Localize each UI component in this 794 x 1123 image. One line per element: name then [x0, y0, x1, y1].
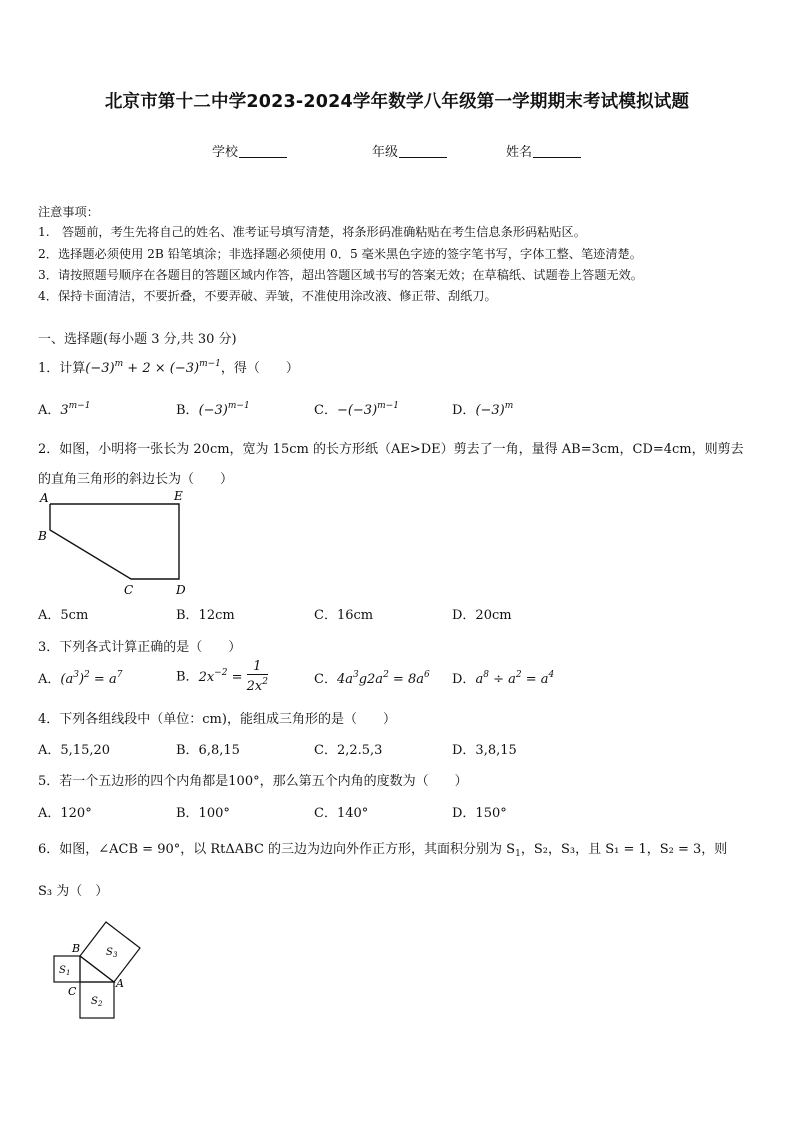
label-s3: S	[106, 947, 113, 958]
question-text: ，得（ ）	[220, 361, 299, 376]
question-4: 4．下列各组线段中（单位：cm)，能组成三角形的是（ ）	[38, 712, 396, 727]
grade-field[interactable]	[372, 141, 447, 160]
figure-squares	[44, 915, 154, 1025]
notice-item: 3．请按照题号顺序在各题目的答题区域内作答，超出答题区域书写的答案无效；在草稿纸、试题卷上答题无效。	[38, 268, 643, 282]
label-a: A	[116, 977, 124, 990]
label-s2-sub: 2	[98, 1000, 103, 1008]
fraction: $\frac{1}{2x^2}$	[246, 659, 268, 694]
label-b: B	[72, 942, 81, 955]
option-c[interactable]: C．2,2.5,3	[314, 743, 383, 758]
label-s1: S	[59, 965, 66, 976]
label-s3-sub: 3	[113, 951, 118, 959]
label-d: D	[176, 583, 186, 597]
label-s2: S	[91, 996, 98, 1007]
trapezoid-shape	[50, 504, 179, 579]
question-number: 1．	[38, 361, 60, 376]
option-d[interactable]: D．$(-3)^m$	[452, 401, 514, 418]
question-text: 计算	[59, 361, 86, 376]
option-c[interactable]: C．$-(-3)^{m-1}$	[314, 401, 399, 418]
notice-heading: 注意事项：	[38, 205, 99, 219]
option-b[interactable]: B．6,8,15	[176, 743, 240, 758]
option-d[interactable]: D．150°	[452, 806, 507, 821]
label-c: C	[68, 985, 77, 998]
question-1	[38, 357, 299, 376]
option-b[interactable]: B．12cm	[176, 608, 235, 623]
option-a[interactable]: A．5,15,20	[38, 743, 111, 758]
option-a[interactable]: A．120°	[38, 806, 92, 821]
option-c[interactable]: C．$4a^3g2a^2 = 8a^6$	[314, 670, 430, 687]
school-label: 学校	[212, 145, 239, 160]
question-2-line2: 的直角三角形的斜边长为（ ）	[38, 472, 234, 487]
grade-label: 年级	[372, 145, 399, 160]
section-heading: 一、选择题(每小题 3 分,共 30 分)	[38, 332, 237, 347]
school-blank[interactable]	[239, 145, 287, 158]
label-s1-sub: 1	[66, 969, 71, 977]
notice-item: 4．保持卡面清洁，不要折叠，不要弄破、弄皱，不准使用涂改液、修正带、刮纸刀。	[38, 289, 497, 303]
option-d[interactable]: D．$a^8 \div a^2 = a^4$	[452, 670, 555, 687]
page-title: 北京市第十二中学2023-2024学年数学八年级第一学期期末考试模拟试题	[104, 92, 690, 112]
option-d[interactable]: D．3,8,15	[452, 743, 517, 758]
math-expr: $(-3)^m + 2 \times (-3)^{m-1}$	[85, 359, 221, 376]
option-b[interactable]: B．$2x^{-2}$ = $\frac{1}{2x^2}$	[176, 659, 268, 694]
question-3: 3．下列各式计算正确的是（ ）	[38, 640, 242, 655]
figure-trapezoid	[34, 488, 194, 598]
question-5: 5．若一个五边形的四个内角都是100°，那么第五个内角的度数为（ ）	[38, 774, 468, 789]
option-a[interactable]: A．$3^{m-1}$	[38, 401, 91, 418]
notice-item: 2．选择题必须使用 2B 铅笔填涂；非选择题必须使用 0．5 毫米黑色字迹的签字笔书写，字体工整、笔迹清楚。	[38, 247, 642, 261]
option-d[interactable]: D．20cm	[452, 608, 512, 623]
question-2-line1: 2．如图，小明将一张长为 20cm，宽为 15cm 的长方形纸（AE>DE）剪去了一角，量得 AB=3cm，CD=4cm，则剪去	[38, 442, 744, 457]
grade-blank[interactable]	[399, 145, 447, 158]
option-c[interactable]: C．16cm	[314, 608, 374, 623]
option-a[interactable]: A．$(a^3)^2 = a^7$	[38, 670, 123, 687]
option-b[interactable]: B．100°	[176, 806, 230, 821]
name-blank[interactable]	[533, 145, 581, 158]
question-6-line2: S₃ 为（ ）	[38, 884, 109, 899]
label-c: C	[124, 583, 134, 597]
school-field[interactable]	[212, 141, 287, 160]
notice-item: 1. 答题前，考生先将自己的姓名、准考证号填写清楚，将条形码准确粘贴在考生信息条形码粘贴区。	[38, 225, 586, 239]
option-b[interactable]: B．$(-3)^{m-1}$	[176, 401, 250, 418]
name-field[interactable]	[506, 141, 581, 160]
name-label: 姓名	[506, 145, 533, 160]
label-e: E	[174, 489, 183, 503]
option-c[interactable]: C．140°	[314, 806, 369, 821]
label-a: A	[40, 491, 49, 505]
label-b: B	[38, 529, 47, 543]
option-a[interactable]: A．5cm	[38, 608, 89, 623]
question-6-line1: 6．如图，∠ACB = 90°，以 RtΔABC 的三边为边向外作正方形，其面积分别为 $S_1$，S₂，S₃，且 S₁ = 1，S₂ = 3，则	[38, 842, 728, 859]
